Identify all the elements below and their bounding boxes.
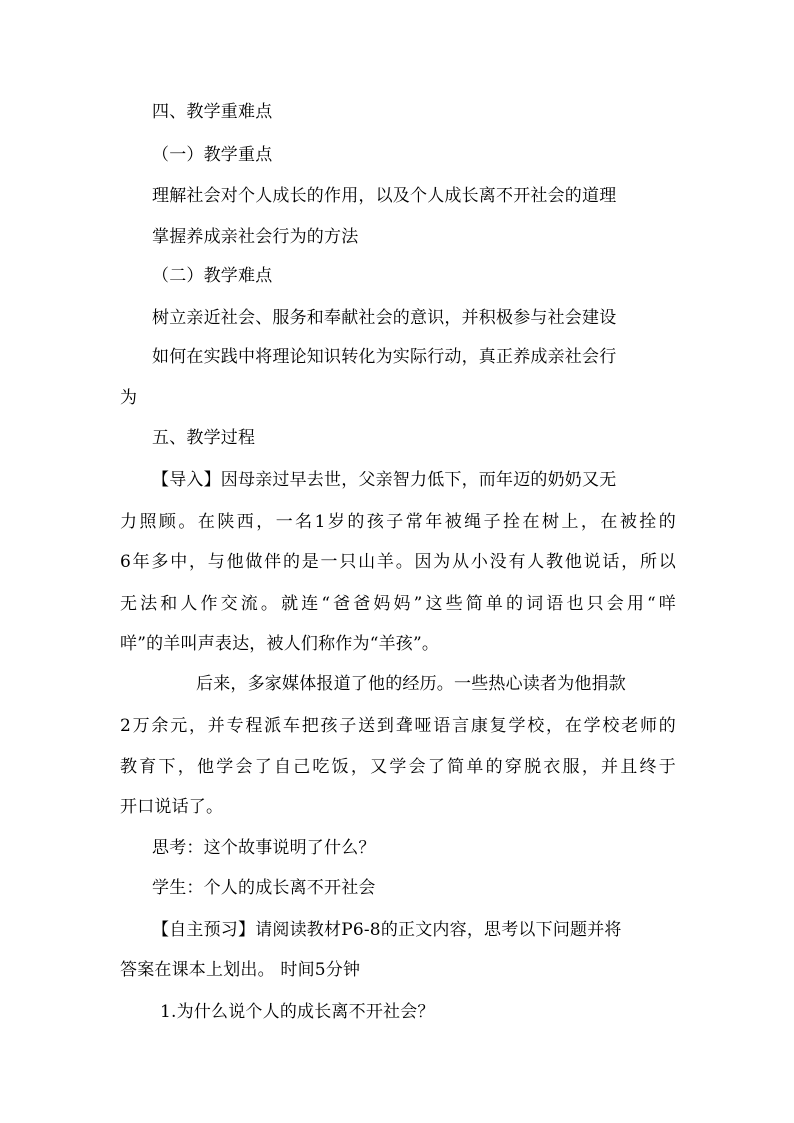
section-heading-teaching-focus: 四、教学重难点 xyxy=(152,102,273,122)
intro-paragraph-line: 咩”的羊叫声表达，被人们称作为“羊孩”。 xyxy=(120,634,440,654)
key-point-2: 掌握养成亲社会行为的方法 xyxy=(152,227,359,247)
question-1: 1.为什么说个人的成长离不开社会？ xyxy=(160,1002,435,1022)
intro-paragraph-line: 【导入】因母亲过早去世，父亲智力低下，而年迈的奶奶又无 xyxy=(152,470,617,490)
story-paragraph-line: 教育下，他学会了自己吃饭，又学会了简单的穿脱衣服，并且终于 xyxy=(120,757,676,777)
intro-paragraph-line: 力照顾。在陕西，一名1岁的孩子常年被绳子拴在树上，在被拴的 xyxy=(120,512,676,532)
reflection-question: 思考：这个故事说明了什么？ xyxy=(152,838,376,858)
section-heading-teaching-process: 五、教学过程 xyxy=(152,428,256,448)
preview-task-line: 【自主预习】请阅读教材P6-8的正文内容，思考以下问题并将 xyxy=(152,920,622,940)
student-answer: 学生：个人的成长离不开社会 xyxy=(152,878,376,898)
difficult-point-2: 如何在实践中将理论知识转化为实际行动，真正养成亲社会行 xyxy=(152,347,617,367)
key-point-1: 理解社会对个人成长的作用，以及个人成长离不开社会的道理 xyxy=(152,186,617,206)
subheading-key-points: （一）教学重点 xyxy=(152,145,273,165)
intro-paragraph-line: 6年多中，与他做伴的是一只山羊。因为从小没有人教他说话，所以 xyxy=(120,552,676,572)
story-paragraph-line: 2万余元，并专程派车把孩子送到聋哑语言康复学校，在学校老师的 xyxy=(120,716,676,736)
intro-paragraph-line: 无法和人作交流。就连“爸爸妈妈”这些简单的词语也只会用“咩 xyxy=(120,594,676,614)
difficult-point-1: 树立亲近社会、服务和奉献社会的意识，并积极参与社会建设 xyxy=(152,308,617,328)
story-paragraph-line: 开口说话了。 xyxy=(120,797,224,817)
subheading-difficult-points: （二）教学难点 xyxy=(152,266,273,286)
preview-task-line: 答案在课本上划出。 时间5分钟 xyxy=(120,960,361,980)
story-paragraph-line: 后来，多家媒体报道了他的经历。一些热心读者为他捐款 xyxy=(196,674,626,694)
difficult-point-2-continued: 为 xyxy=(120,388,138,408)
